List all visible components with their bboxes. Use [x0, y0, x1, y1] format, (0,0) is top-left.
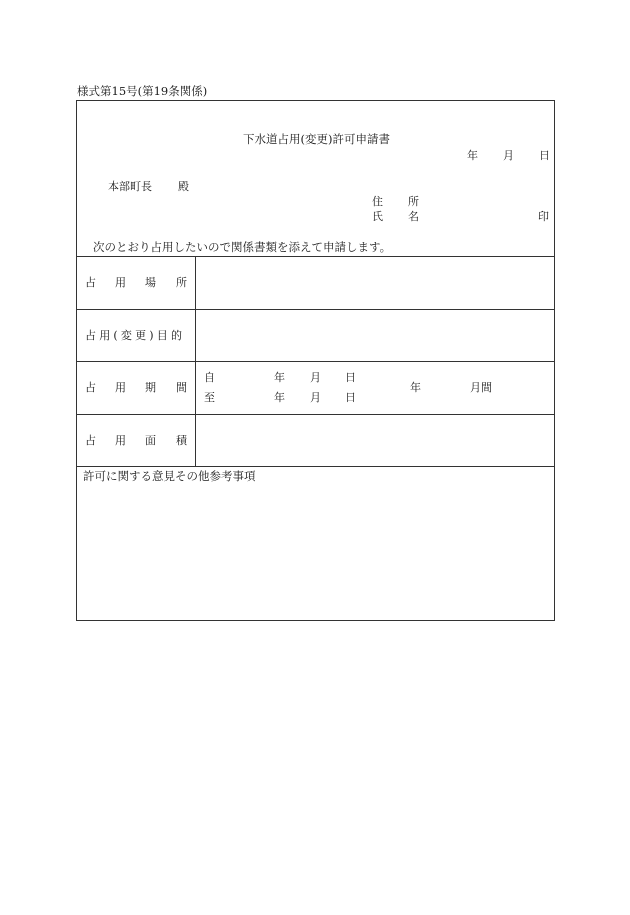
place-label-char-2: 用	[115, 276, 126, 289]
period-to-year: 年	[274, 391, 285, 404]
period-label-char-3: 期	[145, 381, 156, 394]
name-label-char-1: 氏	[372, 210, 383, 223]
divider	[77, 466, 554, 467]
place-label-char-1: 占	[85, 276, 96, 289]
area-label-char-4: 積	[176, 434, 187, 447]
date-month-label: 月	[503, 149, 514, 162]
area-label-char-1: 占	[85, 434, 96, 447]
divider	[77, 309, 554, 310]
divider	[77, 414, 554, 415]
date-day-label: 日	[539, 149, 550, 162]
duration-month-label: 月間	[470, 381, 492, 394]
form-number-label: 様式第15号(第19条関係)	[77, 84, 208, 98]
place-label-char-3: 場	[145, 276, 156, 289]
period-from-day: 日	[345, 371, 356, 384]
date-year-label: 年	[467, 149, 478, 162]
addressee-name: 本部町長	[108, 180, 152, 193]
place-label-char-4: 所	[176, 276, 187, 289]
period-from-month: 月	[310, 371, 321, 384]
address-label-char-2: 所	[408, 195, 419, 208]
divider	[77, 361, 554, 362]
period-to-day: 日	[345, 391, 356, 404]
column-divider	[195, 256, 196, 466]
period-from-year: 年	[274, 371, 285, 384]
period-label-char-4: 間	[176, 381, 187, 394]
seal-mark: 印	[538, 210, 549, 223]
addressee-honorific: 殿	[178, 180, 189, 193]
form-title: 下水道占用(変更)許可申請書	[243, 132, 390, 146]
application-form	[76, 100, 555, 621]
area-label-char-2: 用	[115, 434, 126, 447]
period-from-label: 自	[204, 371, 215, 384]
area-label-char-3: 面	[145, 434, 156, 447]
period-label-char-2: 用	[115, 381, 126, 394]
divider	[77, 256, 554, 257]
address-label-char-1: 住	[372, 195, 383, 208]
period-to-label: 至	[204, 391, 215, 404]
purpose-label: 占用(変更)目的	[85, 329, 186, 342]
remarks-label: 許可に関する意見その他参考事項	[83, 469, 256, 483]
name-label-char-2: 名	[408, 210, 419, 223]
application-statement: 次のとおり占用したいので関係書類を添えて申請します。	[93, 240, 392, 254]
duration-year-label: 年	[410, 381, 421, 394]
period-to-month: 月	[310, 391, 321, 404]
period-label-char-1: 占	[85, 381, 96, 394]
